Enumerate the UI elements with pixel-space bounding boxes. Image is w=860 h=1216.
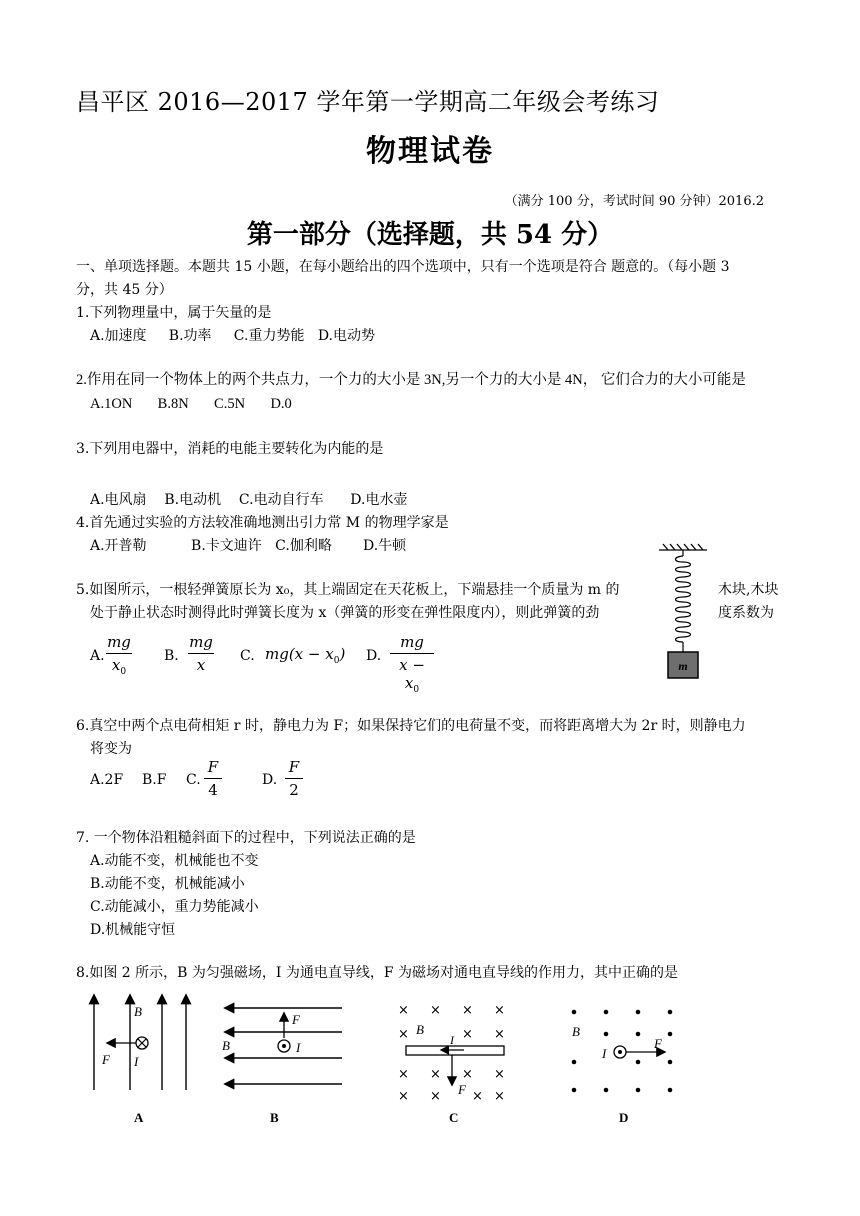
svg-text:×: × xyxy=(462,1067,473,1082)
svg-text:×: × xyxy=(494,1003,505,1018)
svg-text:×: × xyxy=(462,1003,473,1018)
q7-option-c: C.动能减小，重力势能减小 xyxy=(90,899,259,915)
q5-stem-line2: 处于静止状态时测得此时弹簧长度为 x（弹簧的形变在弹性限度内），则此弹簧的劲 xyxy=(90,605,600,621)
paper-title: 物理试卷 xyxy=(366,134,494,169)
q6-option-d-fraction: F 2 xyxy=(285,758,303,799)
label-b: B xyxy=(416,1022,424,1037)
svg-text:×: × xyxy=(494,1027,505,1042)
q5-option-a-label: A. xyxy=(90,648,105,664)
label-f: F xyxy=(102,1052,110,1067)
label-i: I xyxy=(296,1040,301,1055)
q2-options: A.1ON B.8N C.5N D.0 xyxy=(90,396,292,412)
q2-stem: 2.作用在同一个物体上的两个共点力，一个力的大小是 3N,另一个力的大小是 4N， 它们合力的大小可能是 xyxy=(76,372,746,388)
q6-option-a: A.2F xyxy=(90,772,124,788)
svg-text:×: × xyxy=(430,1067,441,1082)
q4-options: A.开普勒 B.卡文迪许 C.伽利略 D.牛顿 xyxy=(90,538,407,554)
section-intro-line2: 分，共 45 分） xyxy=(76,282,173,298)
q5-option-b-fraction: mg x xyxy=(189,633,213,674)
exam-meta: （满分 100 分，考试时间 90 分钟）2016.2 xyxy=(504,194,764,209)
mass-label: m xyxy=(678,659,688,673)
q5-option-d-fraction: mg $x - x_0$ xyxy=(390,633,434,699)
q8-label-d: D xyxy=(619,1110,629,1125)
label-f: F xyxy=(654,1036,662,1051)
q5-option-a-fraction: mg $x_0$ xyxy=(107,633,131,677)
spring-coil xyxy=(676,550,691,652)
svg-text:×: × xyxy=(398,1003,409,1018)
svg-text:×: × xyxy=(494,1067,505,1082)
q4-stem: 4.首先通过实验的方法较准确地测出引力常 M 的物理学家是 xyxy=(76,515,449,531)
q8-label-c: C xyxy=(449,1110,459,1125)
q5-option-d-label: D. xyxy=(366,648,382,664)
q7-stem: 7. 一个物体沿粗糙斜面下的过程中，下列说法正确的是 xyxy=(76,830,416,846)
q8-label-b: B xyxy=(270,1110,279,1125)
q5-option-b-label: B. xyxy=(164,648,179,664)
q5-stem-line1-tail: 木块,木块 xyxy=(718,582,779,598)
q7-option-d: D.机械能守恒 xyxy=(90,922,176,938)
q8-stem: 8.如图 2 所示，B 为匀强磁场，I 为通电直导线，F 为磁场对通电直导线的作用力，其中正确的是 xyxy=(76,965,679,981)
q1-stem: 1.下列物理量中，属于矢量的是 xyxy=(76,305,272,321)
spring-figure xyxy=(655,542,715,682)
q3-options: A.电风扇 B.电动机 C.电动自行车 D.电水壶 xyxy=(90,492,408,508)
q8-diagram-c xyxy=(392,998,512,1102)
svg-text:×: × xyxy=(430,1003,441,1018)
label-i: I xyxy=(450,1033,454,1047)
label-i: I xyxy=(134,1054,139,1069)
ceiling-hatch xyxy=(659,544,707,550)
q6-option-b: B.F xyxy=(142,772,167,788)
svg-text:×: × xyxy=(398,1027,409,1042)
q5-option-c-label: C. xyxy=(240,648,255,664)
q6-stem-line2: 将变为 xyxy=(90,741,132,757)
q3-stem: 3.下列用电器中，消耗的电能主要转化为内能的是 xyxy=(76,441,384,457)
q7-option-a: A.动能不变，机械能也不变 xyxy=(90,853,259,869)
label-i: I xyxy=(602,1046,607,1061)
svg-text:×: × xyxy=(430,1089,441,1102)
part-heading: 第一部分（选择题，共 54 分） xyxy=(246,220,614,250)
q6-stem-line1: 6.真空中两个点电荷相矩 r 时，静电力为 F；如果保持它们的电荷量不变，而将距离增大为 2r 时，则静电力 xyxy=(76,718,746,734)
q6-option-c-label: C. xyxy=(186,772,201,788)
q5-stem-line2-tail: 度系数为 xyxy=(718,605,774,621)
q8-diagram-d xyxy=(560,1002,680,1098)
q5-stem-line1: 5.如图所示，一根轻弹簧原长为 x₀，其上端固定在天花板上，下端悬挂一个质量为 m 的 xyxy=(76,582,620,598)
q1-options: A.加速度 B.功率 C.重力势能 D.电动势 xyxy=(90,328,375,344)
q8-label-a: A xyxy=(134,1110,144,1125)
q6-option-d-label: D. xyxy=(262,772,278,788)
q8-diagram-a xyxy=(86,990,196,1095)
label-b: B xyxy=(222,1038,230,1053)
svg-text:×: × xyxy=(398,1067,409,1082)
label-f: F xyxy=(458,1082,466,1097)
svg-text:×: × xyxy=(398,1089,409,1102)
section-intro-line1: 一、单项选择题。本题共 15 小题，在每小题给出的四个选项中，只有一个选项是符合 题意的。（每小题 3 xyxy=(76,259,730,275)
q6-option-c-fraction: F 4 xyxy=(204,758,222,799)
school-heading: 昌平区 2016—2017 学年第一学期高二年级会考练习 xyxy=(76,88,660,116)
q5-option-c-expr: $mg(x - x_0)$ xyxy=(265,645,346,666)
q7-option-b: B.动能不变，机械能减小 xyxy=(90,876,245,892)
svg-text:×: × xyxy=(494,1089,505,1102)
label-f: F xyxy=(292,1012,300,1027)
svg-text:×: × xyxy=(462,1027,473,1042)
svg-text:×: × xyxy=(472,1089,483,1102)
label-b: B xyxy=(572,1024,580,1039)
label-b: B xyxy=(134,1004,142,1019)
q8-diagram-b xyxy=(218,1000,348,1092)
